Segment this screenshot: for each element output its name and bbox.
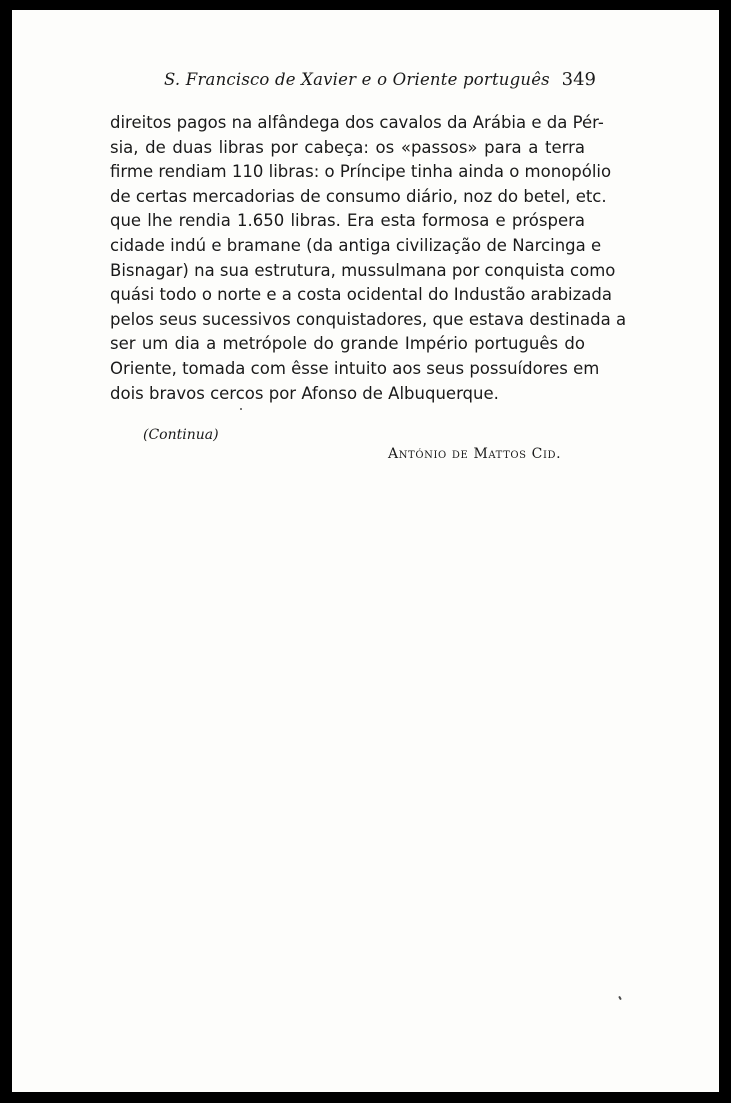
author-signature: António de Mattos Cid. <box>388 446 562 462</box>
text-line: Bisnagar) na sua estrutura, mussulmana por conquista como <box>110 260 616 280</box>
running-title: S. Francisco de Xavier e o Oriente português <box>164 70 550 89</box>
text-line: direitos pagos na alfândega dos cavalos da Arábia e da Pér- <box>110 113 604 132</box>
page-number: 349 <box>561 69 596 90</box>
body-paragraph <box>110 111 627 406</box>
text-line: que lhe rendia 1.650 libras. Era esta formosa e próspera <box>110 211 585 231</box>
text-line: ser um dia a metrópole do grande Império português do <box>110 334 585 354</box>
book-page <box>12 10 719 1092</box>
text-line: quási todo o norte e a costa ocidental do Industão arabizada <box>110 285 612 305</box>
continua-note: (Continua) <box>143 427 219 443</box>
page-header <box>164 70 596 96</box>
text-line: sia, de duas libras por cabeça: os «passos» para a terra <box>110 137 585 157</box>
text-line: de certas mercadorias de consumo diário, noz do betel, etc. <box>110 186 607 206</box>
text-line: firme rendiam 110 libras: o Príncipe tinha ainda o monopólio <box>110 162 612 182</box>
paper-speck <box>240 408 242 410</box>
paper-speck <box>618 996 622 1000</box>
text-line: pelos seus sucessivos conquistadores, que estava destinada a <box>110 309 627 329</box>
text-line: cidade indú e bramane (da antiga civilização de Narcinga e <box>110 235 602 255</box>
text-line: Oriente, tomada com êsse intuito aos seus possuídores em <box>110 358 600 378</box>
text-line: dois bravos cercos por Afonso de Albuquerque. <box>110 383 499 403</box>
